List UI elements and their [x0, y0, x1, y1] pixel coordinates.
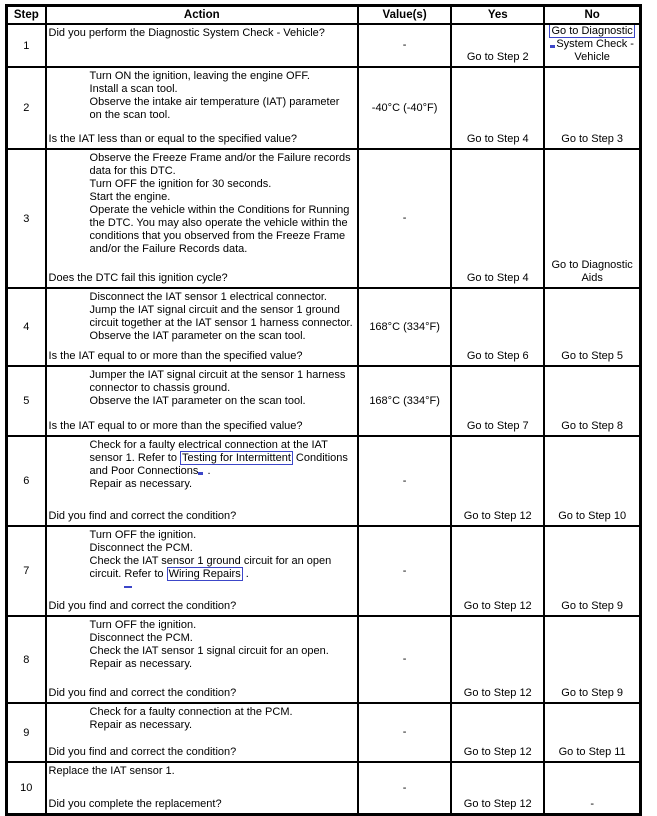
yes-cell: [451, 149, 544, 288]
yes-cell: [451, 762, 544, 815]
yes-goto-text: [452, 51, 543, 64]
testing-for-intermittent-link[interactable]: Testing for Intermittent: [182, 452, 291, 464]
table-row: [7, 526, 641, 616]
action-line: [90, 330, 354, 343]
text-segment: Repair as necessary.: [89, 478, 193, 490]
no-cell: [544, 288, 640, 366]
text-segment: .: [204, 465, 211, 477]
action-question: Did you find and correct the condition?: [48, 687, 237, 699]
step-cell: [7, 67, 46, 149]
action-cell: [46, 616, 358, 703]
no-goto-text: [545, 687, 639, 700]
yes-cell: [451, 703, 544, 762]
value-cell: -: [358, 762, 451, 815]
text-segment: Go to Diagnostic: [551, 259, 633, 271]
column-header-step: Step: [7, 6, 46, 25]
step-cell: [7, 762, 46, 815]
step-number: 1: [23, 39, 30, 52]
step-cell: [7, 149, 46, 288]
text-segment: Go to Step 5: [561, 350, 624, 362]
action-question: Is the IAT equal to or more than the specified value?: [48, 350, 303, 362]
step-number: 10: [20, 782, 33, 794]
action-line: [90, 719, 354, 732]
text-segment: Go to Step 11: [558, 746, 626, 758]
table-row: [7, 288, 641, 366]
text-segment: Check the IAT sensor 1 ground circuit for an open circuit. Refer to: [89, 555, 332, 580]
text-segment: Jumper the IAT signal circuit at the sensor 1 harness connector to chassis ground.: [89, 369, 346, 394]
action-line: [90, 304, 354, 330]
text-segment: Jump the IAT signal circuit and the sensor 1 ground circuit together at the IAT sensor 1 harness connector.: [89, 304, 353, 329]
no-cell: [544, 149, 640, 288]
action-line: [90, 204, 354, 256]
column-header-yes: Yes: [451, 6, 544, 25]
text-segment: Go to Step 10: [558, 510, 627, 522]
action-line: [90, 152, 354, 178]
column-header-action: Action: [46, 6, 358, 25]
step-number: 5: [23, 395, 30, 407]
text-segment: Observe the intake air temperature (IAT) parameter on the scan tool.: [89, 96, 340, 121]
table-header: [7, 6, 641, 25]
action-question: Did you find and correct the condition?: [48, 510, 237, 522]
yes-goto-text: [452, 510, 543, 523]
action-cell: [46, 762, 358, 815]
yes-cell: [451, 526, 544, 616]
action-line: [90, 439, 354, 478]
text-segment: Check for a faulty connection at the PCM.: [89, 706, 293, 718]
column-header-values: Value(s): [358, 6, 451, 25]
text-segment: Go to Step 2: [466, 51, 529, 63]
text-segment: Turn OFF the ignition.: [89, 529, 197, 541]
action-line: [90, 706, 354, 719]
text-segment: Replace the IAT sensor 1.: [48, 765, 175, 777]
no-goto-text: [545, 38, 639, 51]
text-segment: Did you perform the Diagnostic System Check - Vehicle?: [48, 27, 325, 39]
step-number: 4: [23, 321, 30, 333]
no-goto-text: [545, 420, 639, 433]
no-cell: [544, 616, 640, 703]
value-cell: 168°C (334°F): [358, 366, 451, 436]
action-cell: [46, 288, 358, 366]
yes-goto-text: [452, 272, 543, 285]
text-segment: Go to Step 3: [561, 133, 624, 145]
no-goto-text: [545, 51, 639, 64]
diagnostic-system-check-vehicle-link[interactable]: Go to Diagnostic: [551, 25, 633, 37]
action-cell: [46, 149, 358, 288]
text-segment: Go to Step 12: [463, 687, 532, 699]
step-cell: [7, 526, 46, 616]
table-row: [7, 762, 641, 815]
action-line: [90, 619, 354, 632]
step-number: 9: [23, 726, 30, 739]
no-cell: [544, 526, 640, 616]
yes-cell: [451, 67, 544, 149]
no-goto-text: [545, 600, 639, 613]
text-segment: Start the engine.: [89, 191, 171, 203]
action-question: Does the DTC fail this ignition cycle?: [48, 272, 228, 284]
table-body: [7, 24, 641, 815]
text-segment: System Check -: [556, 38, 634, 50]
action-line: [90, 555, 354, 581]
action-line: [90, 632, 354, 645]
no-cell: [544, 67, 640, 149]
no-goto-text: [545, 272, 639, 285]
link-artifact-dash-icon: [124, 586, 132, 588]
yes-cell: [451, 436, 544, 526]
action-line: [90, 191, 354, 204]
value-cell: -: [358, 703, 451, 762]
yes-cell: [451, 288, 544, 366]
step-cell: [7, 703, 46, 762]
action-line: [90, 369, 354, 395]
diagnostic-table: [5, 4, 642, 816]
text-segment: Disconnect the IAT sensor 1 electrical connector.: [89, 291, 327, 303]
value-cell: -: [358, 616, 451, 703]
text-segment: Go to Step 12: [463, 600, 532, 612]
value-cell: 168°C (334°F): [358, 288, 451, 366]
no-cell: [544, 762, 640, 815]
action-cell: [46, 67, 358, 149]
action-question: Did you complete the replacement?: [48, 798, 222, 810]
step-number: 3: [23, 212, 30, 225]
action-question: Is the IAT equal to or more than the specified value?: [48, 420, 303, 432]
text-segment: Conditions and Poor Connections: [89, 452, 348, 477]
action-cell: [46, 703, 358, 762]
yes-goto-text: [452, 350, 543, 363]
no-goto-text: [545, 259, 639, 272]
value-cell: -: [358, 149, 451, 288]
text-segment: Operate the vehicle within the Conditions for Running the DTC. You may also operate the vehicle within the conditions that you observed from the Freeze Frame and/or the Failure Records data.: [89, 204, 350, 255]
text-segment: Aids: [581, 272, 603, 284]
text-segment: Vehicle: [574, 51, 610, 63]
text-segment: Go to Step 12: [463, 510, 532, 522]
action-question: Did you find and correct the condition?: [48, 746, 237, 758]
no-goto-text: [545, 746, 639, 759]
text-segment: Go to Step 4: [466, 133, 529, 145]
text-segment: Turn ON the ignition, leaving the engine OFF.: [89, 70, 310, 82]
text-segment: Go to Step 4: [466, 272, 529, 284]
no-goto-text: [545, 25, 639, 38]
action-line: [49, 27, 354, 40]
table-row: [7, 616, 641, 703]
table-row: [7, 24, 641, 67]
header-row: [7, 6, 641, 25]
yes-goto-text: [452, 798, 543, 811]
text-segment: Go to Step 6: [466, 350, 529, 362]
text-segment: Go to Step 9: [561, 600, 624, 612]
text-segment: Install a scan tool.: [89, 83, 178, 95]
yes-goto-text: [452, 687, 543, 700]
no-goto-text: [545, 133, 639, 146]
step-cell: [7, 366, 46, 436]
action-line: [90, 645, 354, 658]
action-question: Did you find and correct the condition?: [48, 600, 237, 612]
text-segment: Turn OFF the ignition for 30 seconds.: [89, 178, 272, 190]
text-segment: Disconnect the PCM.: [89, 542, 193, 554]
table-row: [7, 67, 641, 149]
action-question: Is the IAT less than or equal to the specified value?: [48, 133, 298, 145]
action-line: [90, 291, 354, 304]
text-segment: Disconnect the PCM.: [89, 632, 193, 644]
yes-goto-text: [452, 600, 543, 613]
action-line: [90, 96, 354, 122]
action-line: [90, 478, 354, 491]
wiring-repairs-link[interactable]: Wiring Repairs: [168, 568, 241, 580]
table-row: [7, 703, 641, 762]
value-cell: -: [358, 436, 451, 526]
no-goto-text: [545, 510, 639, 523]
no-goto-text: [545, 350, 639, 363]
action-cell: [46, 366, 358, 436]
yes-goto-text: [452, 133, 543, 146]
text-segment: Check the IAT sensor 1 signal circuit for an open.: [89, 645, 329, 657]
action-cell: [46, 526, 358, 616]
value-cell: -40°C (-40°F): [358, 67, 451, 149]
text-segment: Go to Step 7: [466, 420, 529, 432]
text-segment: Observe the IAT parameter on the scan tool.: [89, 330, 306, 342]
table-row: [7, 436, 641, 526]
yes-cell: [451, 366, 544, 436]
no-cell: [544, 24, 640, 67]
value-cell: -: [358, 526, 451, 616]
yes-goto-text: [452, 420, 543, 433]
text-segment: Go to Step 8: [561, 420, 624, 432]
action-line: [90, 70, 354, 83]
text-segment: Go to Step 12: [463, 798, 532, 810]
step-cell: [7, 288, 46, 366]
text-segment: Repair as necessary.: [89, 658, 193, 670]
action-line: [90, 529, 354, 542]
action-cell: [46, 24, 358, 67]
text-segment: Observe the IAT parameter on the scan tool.: [89, 395, 306, 407]
step-cell: [7, 24, 46, 67]
text-segment: Observe the Freeze Frame and/or the Failure records data for this DTC.: [89, 152, 351, 177]
step-number: 2: [23, 102, 30, 114]
step-number: 8: [23, 653, 30, 666]
yes-cell: [451, 616, 544, 703]
table-row: [7, 366, 641, 436]
step-number: 6: [23, 475, 30, 487]
text-segment: Go to Step 12: [463, 746, 532, 758]
step-cell: [7, 436, 46, 526]
text-segment: Turn OFF the ignition.: [89, 619, 197, 631]
text-segment: Repair as necessary.: [89, 719, 193, 731]
action-line: [90, 178, 354, 191]
action-line: [90, 581, 354, 594]
action-cell: [46, 436, 358, 526]
text-segment: .: [242, 568, 249, 580]
step-cell: [7, 616, 46, 703]
no-cell: [544, 436, 640, 526]
link-artifact-tick-icon: [550, 45, 555, 48]
action-line: [49, 765, 354, 778]
table-row: [7, 149, 641, 288]
text-segment: -: [590, 798, 594, 810]
yes-goto-text: [452, 746, 543, 759]
no-cell: [544, 366, 640, 436]
text-segment: Check for a faulty electrical connection at the IAT sensor 1. Refer to: [89, 439, 328, 464]
no-cell: [544, 703, 640, 762]
value-cell: -: [358, 24, 451, 67]
step-number: 7: [23, 565, 30, 577]
no-goto-text: [545, 798, 639, 811]
action-line: [90, 395, 354, 408]
text-segment: Go to Step 9: [561, 687, 624, 699]
action-line: [90, 542, 354, 555]
action-line: [90, 658, 354, 671]
action-line: [90, 83, 354, 96]
yes-cell: [451, 24, 544, 67]
link-artifact-tick-icon: [198, 472, 203, 475]
column-header-no: No: [544, 6, 640, 25]
